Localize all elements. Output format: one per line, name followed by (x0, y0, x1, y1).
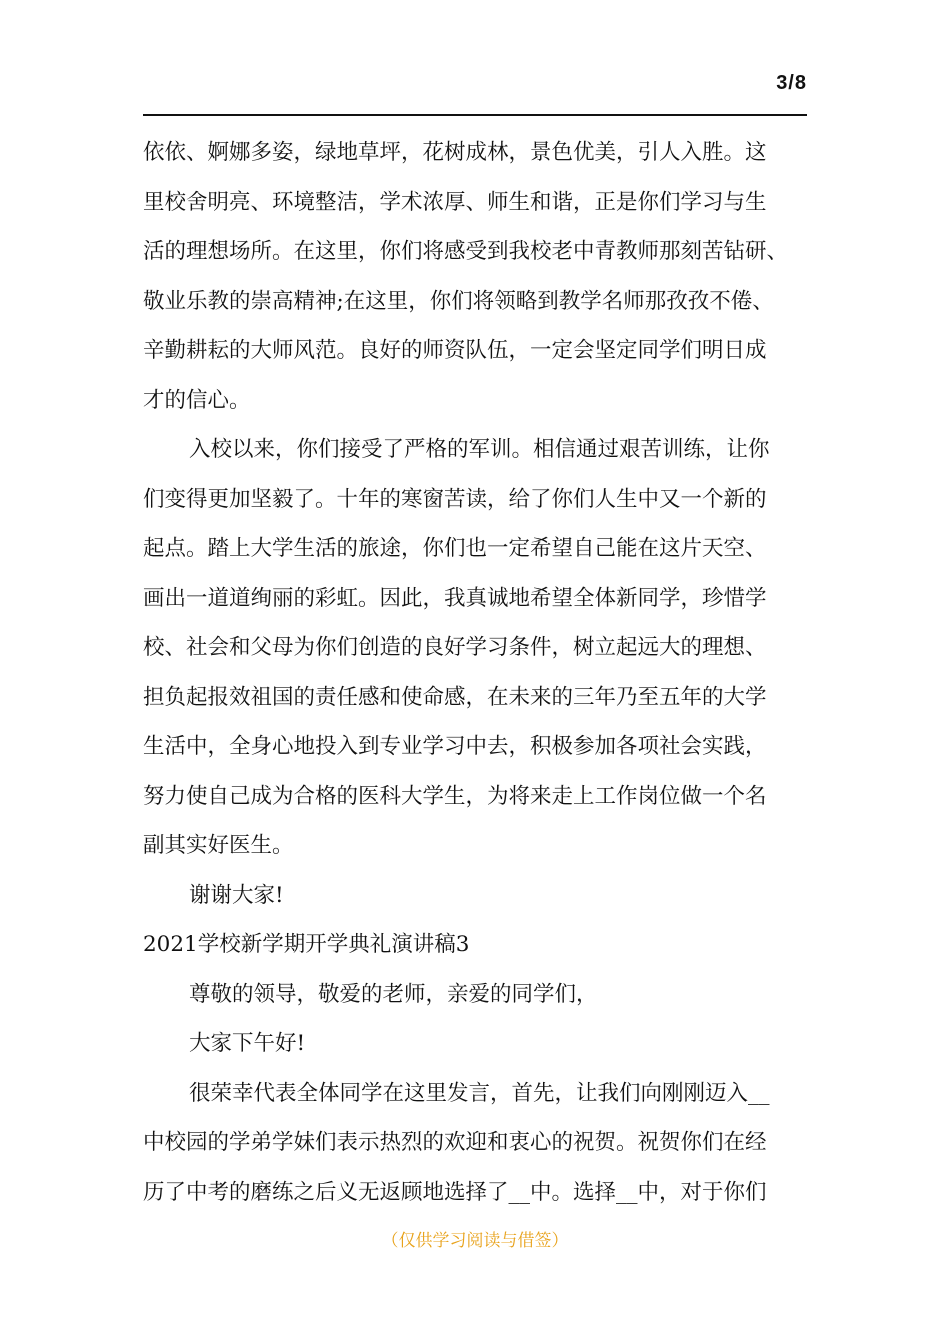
text-line: 中校园的学弟学妹们表示热烈的欢迎和衷心的祝贺。祝贺你们在经 (143, 1130, 767, 1155)
text-line: 依依、婀娜多姿，绿地草坪，花树成林，景色优美，引人入胜。这 (143, 140, 767, 165)
text-line: 起点。踏上大学生活的旅途，你们也一定希望自己能在这片天空、 (143, 536, 767, 561)
text-line: 活的理想场所。在这里，你们将感受到我校老中青教师那刻苦钻研、 (143, 239, 789, 264)
text-line: 努力使自己成为合格的医科大学生，为将来走上工作岗位做一个名 (143, 783, 767, 809)
text-line: 辛勤耕耘的大师风范。良好的师资队伍，一定会坚定同学们明日成 (143, 338, 767, 363)
text-line: 副其实好医生。 (143, 833, 294, 858)
text-line: 校、社会和父母为你们创造的良好学习条件，树立起远大的理想、 (143, 635, 767, 660)
text-line: 里校舍明亮、环境整洁，学术浓厚、师生和谐，正是你们学习与生 (143, 189, 767, 215)
text-line: 尊敬的领导，敬爱的老师，亲爱的同学们， (189, 981, 598, 1007)
text-line: 敬业乐教的崇高精神;在这里，你们将领略到教学名师那孜孜不倦、 (143, 288, 774, 314)
text-line: 们变得更加坚毅了。十年的寒窗苦读，给了你们人生中又一个新的 (143, 486, 767, 512)
text-line: 画出一道道绚丽的彩虹。因此，我真诚地希望全体新同学，珍惜学 (143, 585, 767, 611)
section-title: 2021学校新学期开学典礼演讲稿3 (143, 932, 470, 957)
document-body (143, 128, 833, 1217)
text-line: 历了中考的磨练之后义无返顾地选择了__中。选择__中，对于你们 (143, 1179, 767, 1205)
text-line: 担负起报效祖国的责任感和使命感，在未来的三年乃至五年的大学 (143, 684, 767, 710)
header-rule (143, 114, 807, 116)
text-line: 很荣幸代表全体同学在这里发言，首先，让我们向刚刚迈入__ (189, 1080, 770, 1106)
text-line: 大家下午好! (189, 1031, 306, 1056)
text-line: 生活中，全身心地投入到专业学习中去，积极参加各项社会实践， (143, 734, 767, 759)
text-line: 入校以来，你们接受了严格的军训。相信通过艰苦训练，让你 (189, 437, 770, 462)
text-line: 才的信心。 (143, 387, 251, 413)
text-line: 谢谢大家! (189, 882, 284, 908)
footer-note: （仅供学习阅读与借签） (381, 1231, 569, 1251)
page-number: 3/8 (776, 72, 807, 94)
